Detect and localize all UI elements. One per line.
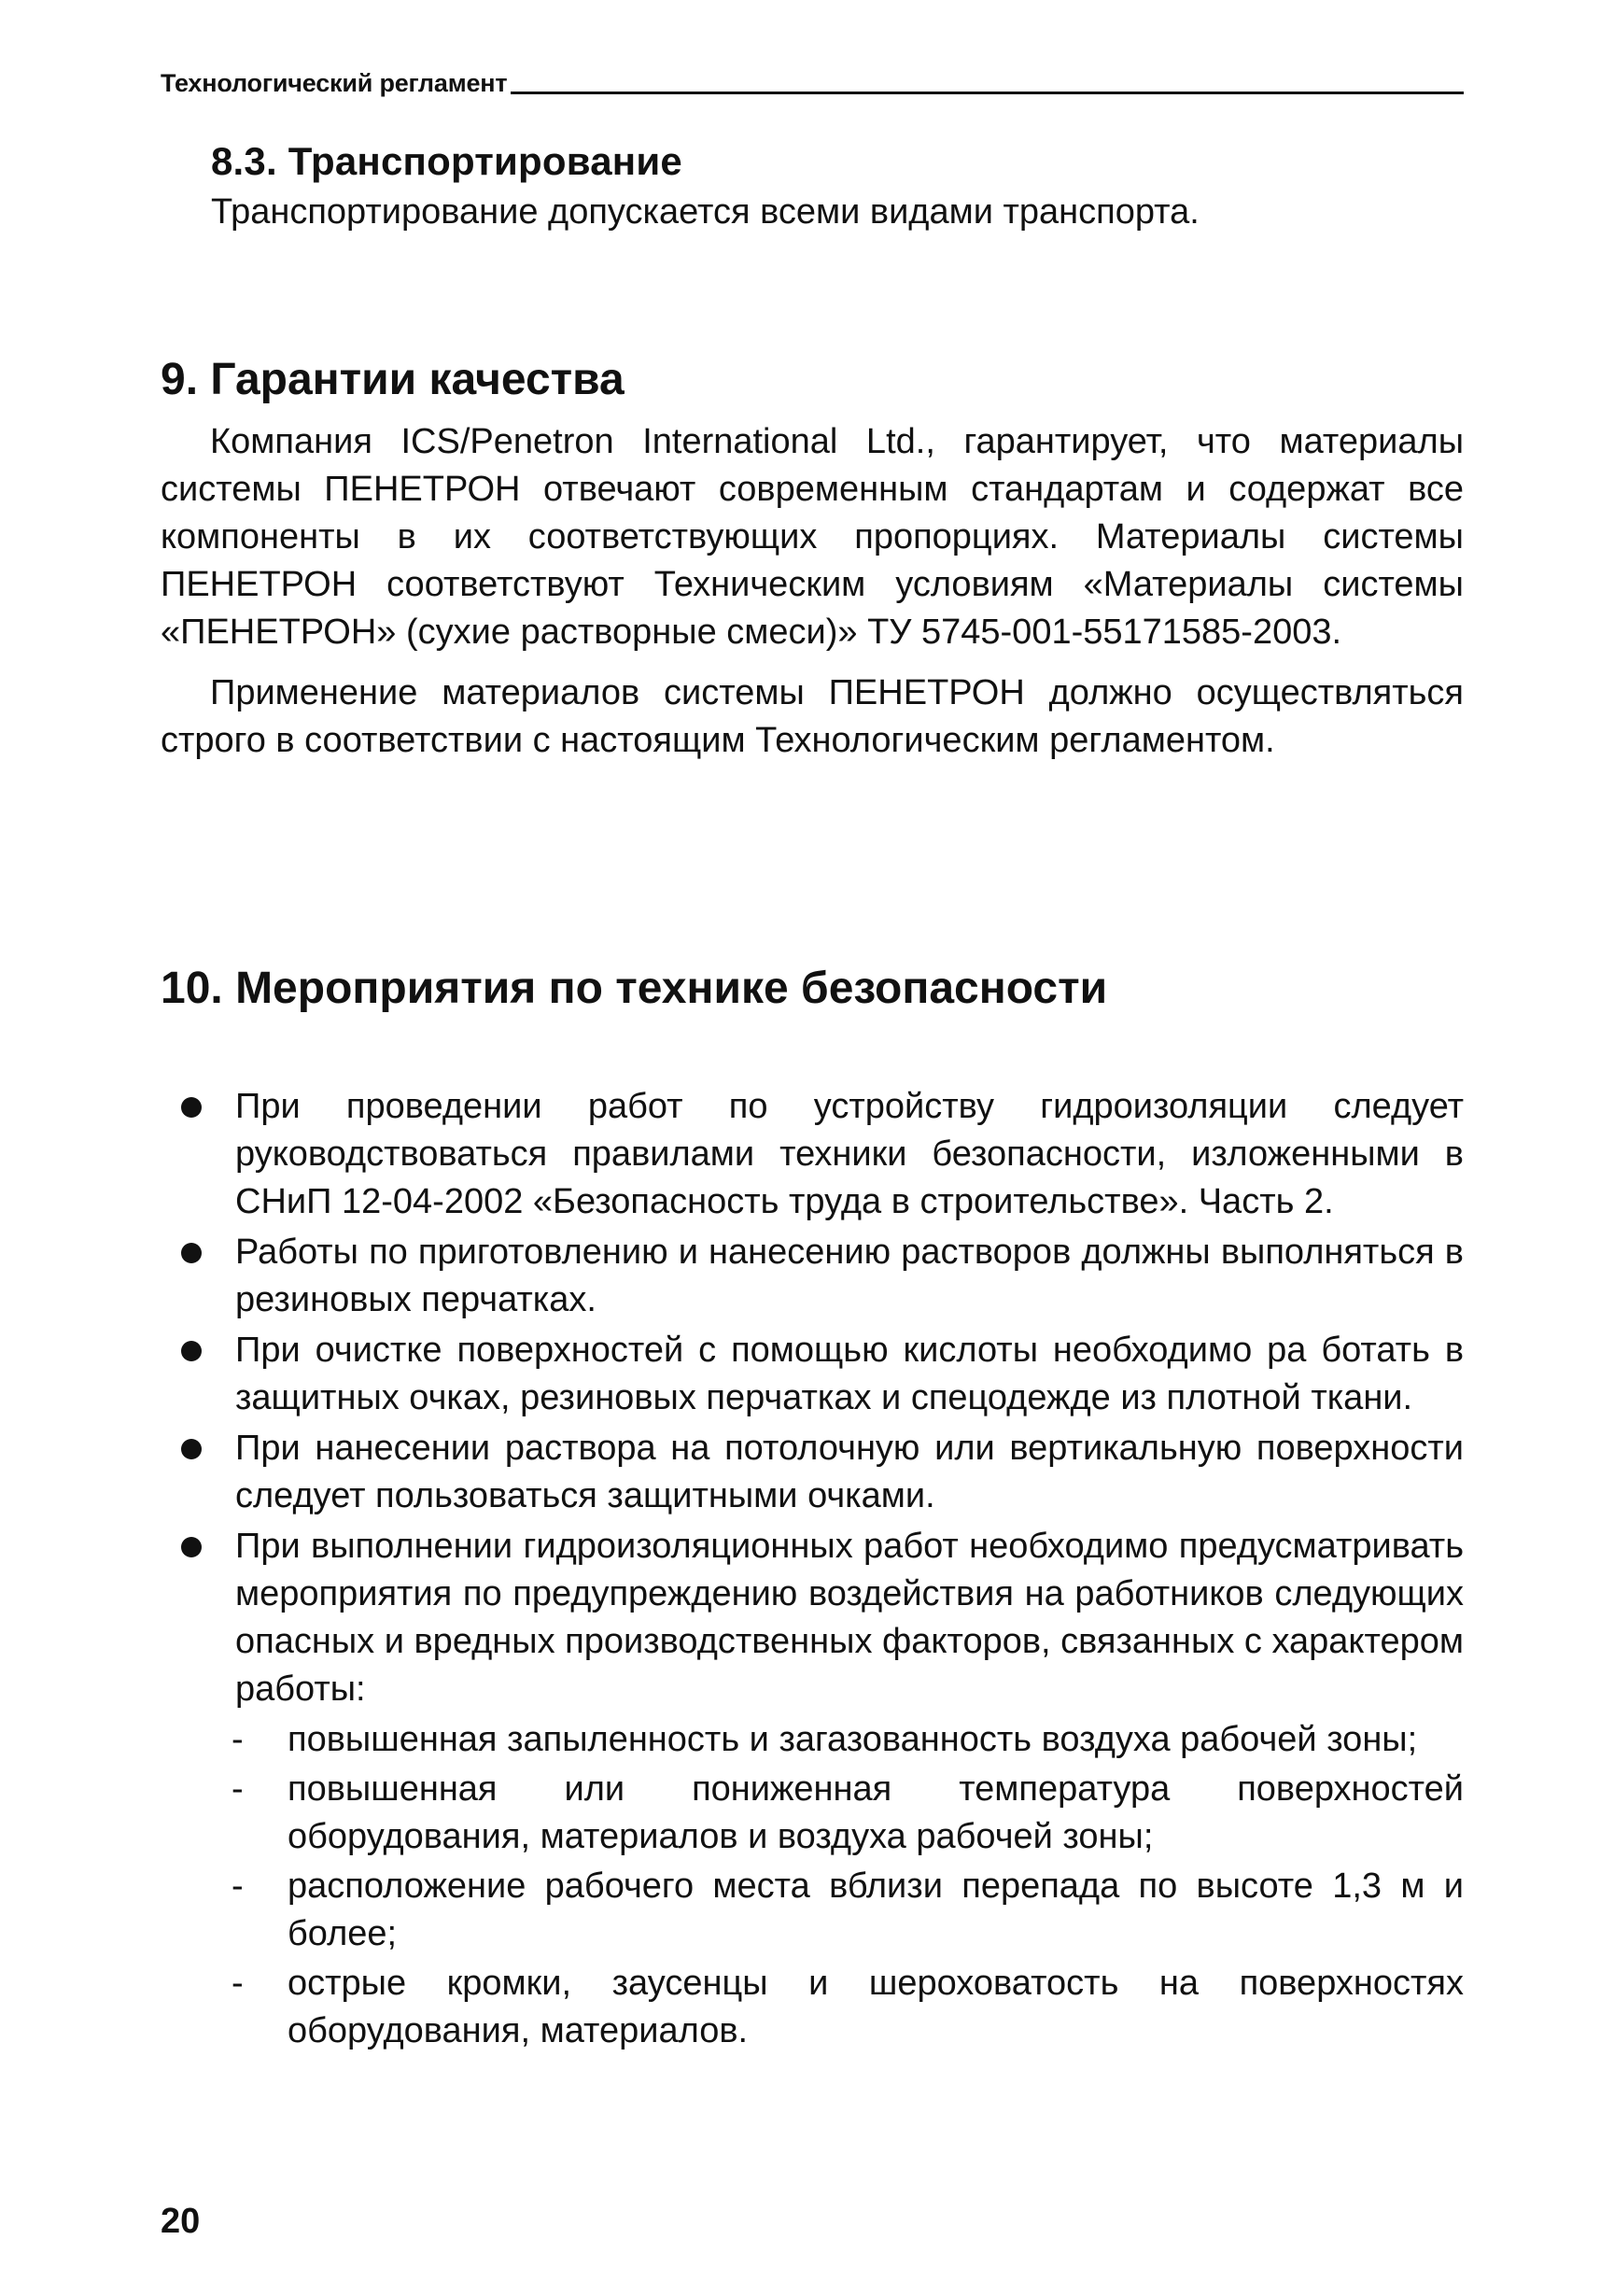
hazard-factor-text: повышенная или пониженная температура поверхностей оборудования, материалов и воздуха рабочей зоны; [288,1768,1464,1856]
section-9-paragraph: Компания ICS/Penetron International Ltd., гарантирует, что материалы системы ПЕНЕТРОН отвечают современным стандартам и содержат все компоненты в их соответствующих пропорциях. Материалы системы ПЕНЕТРОН соответствуют Техническим условиям «Материалы системы «ПЕНЕТРОН» (сухие растворные смеси)» ТУ 5745-001-55171585-2003. [161,421,1464,652]
running-header-title: Технологический регламент [161,69,508,97]
bullet-text: При очистке поверхностей с помощью кислоты необходимо ра ботать в защитных очках, резиновых перчатках и спецодежде из плотной ткани. [235,1330,1464,1417]
hazard-factor-text: расположение рабочего места вблизи перепада по высоте 1,3 м и более; [288,1866,1464,1953]
safety-bullet-list [161,1083,1464,1713]
dash-marker: - [232,1866,244,1906]
section-8-3 [161,138,1464,236]
hazard-factor-item [161,1716,1464,1764]
section-9-paragraph: Применение материалов системы ПЕНЕТРОН должно осуществляться строго в соответствии с настоящим Технологическим регламентом. [161,672,1464,760]
hazard-factor-text: острые кромки, заусенцы и шероховатость на поверхностях оборудования, материалов. [288,1963,1464,2050]
dash-marker: - [232,1768,244,1809]
safety-bullet-item [161,1229,1464,1324]
dash-marker: - [232,1719,244,1759]
section-9-title: 9. Гарантии качества [161,355,625,404]
safety-bullet-item [161,1083,1464,1226]
bullet-dot-icon [181,1537,202,1557]
bullet-text: Работы по приготовлению и нанесению растворов должны выполняться в резиновых перчатках. [235,1232,1464,1319]
hazard-factor-item [161,1863,1464,1958]
running-header [161,71,1464,96]
bullet-dot-icon [181,1243,202,1263]
section-10-title: 10. Мероприятия по технике безопасности [161,964,1108,1013]
section-8-3-text: Транспортирование допускается всеми видами транспорта. [211,192,1200,232]
hazard-factor-list [161,1716,1464,2055]
bullet-dot-icon [181,1097,202,1118]
hazard-factor-item [161,1766,1464,1861]
bullet-dot-icon [181,1439,202,1459]
dash-marker: - [232,1963,244,2003]
section-9 [161,353,1464,765]
bullet-text: При нанесении раствора на потолочную или вертикальную поверхности следует пользоваться защитными очками. [235,1428,1464,1515]
safety-bullet-item [161,1523,1464,1713]
header-rule [511,92,1464,94]
page-number: 20 [161,2202,201,2241]
section-10 [161,962,1464,2057]
bullet-text: При проведении работ по устройству гидроизоляции следует руководствоваться правилами техники безопасности, изложенными в СНиП 12-04-2002 «Безопасность труда в строительстве». Часть 2. [235,1086,1464,1221]
hazard-factor-text: повышенная запыленность и загазованность воздуха рабочей зоны; [288,1719,1418,1759]
hazard-factor-item [161,1960,1464,2055]
bullet-dot-icon [181,1341,202,1361]
section-8-3-title: 8.3. Транспортирование [211,139,682,183]
safety-bullet-item [161,1425,1464,1520]
safety-bullet-item [161,1327,1464,1422]
bullet-text: При выполнении гидроизоляционных работ необходимо предусматривать мероприятия по предупреждению воздействия на работников следующих опасных и вредных производственных факторов, связанных с характером работы: [235,1526,1464,1709]
